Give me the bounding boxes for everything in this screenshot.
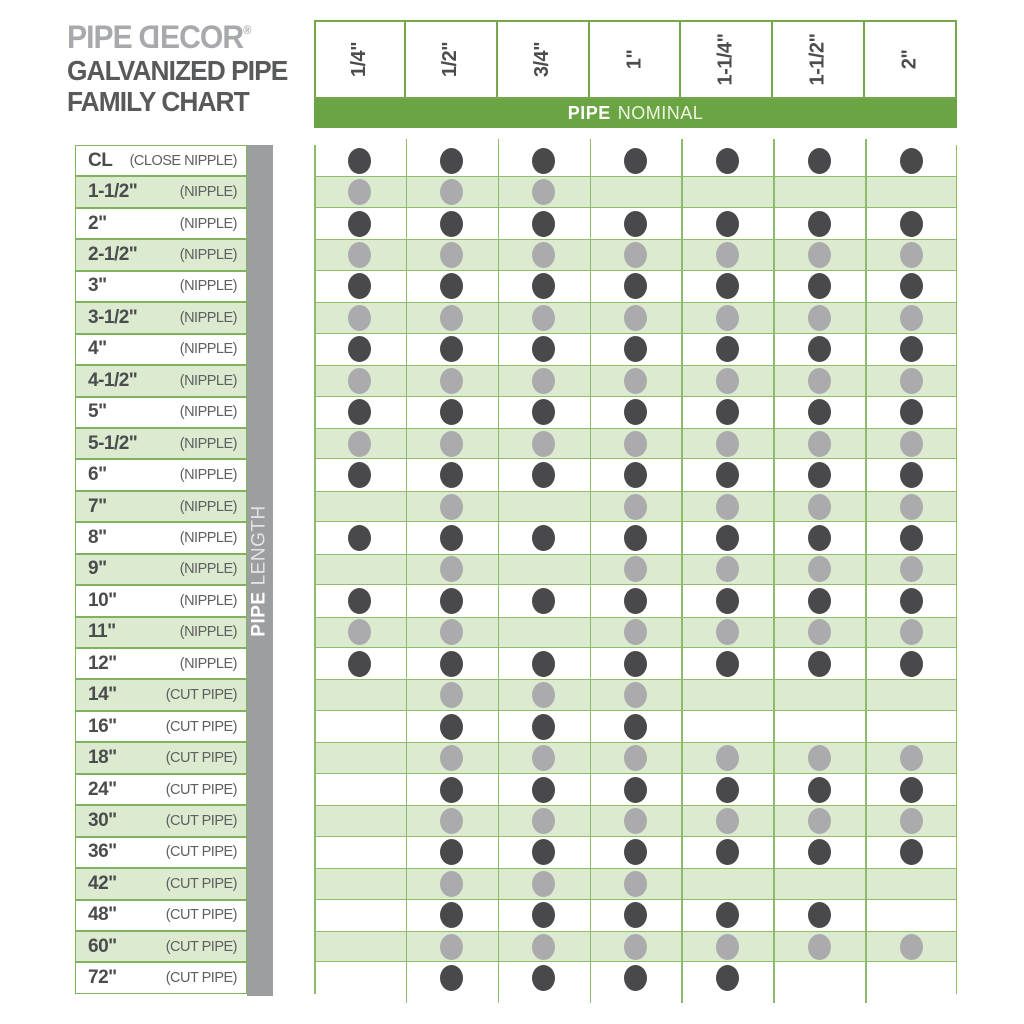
row-length-label: 3-1/2"	[88, 306, 138, 328]
row-length-label: 30"	[88, 809, 117, 831]
availability-dot	[900, 839, 923, 865]
availability-dot	[532, 714, 555, 740]
availability-dot	[440, 714, 463, 740]
row-length-label: 4"	[88, 338, 107, 360]
row-length-label: CL	[88, 149, 113, 171]
brand-text-pre: PIPE	[67, 19, 140, 55]
availability-dot	[808, 305, 831, 331]
row-label-1	[75, 145, 247, 176]
availability-dot	[440, 525, 463, 551]
row-kind-label: (NIPPLE)	[179, 561, 237, 578]
row-kind-label: (NIPPLE)	[179, 278, 237, 295]
availability-dot	[808, 273, 831, 299]
row-kind-label: (CUT PIPE)	[165, 750, 237, 767]
availability-dot	[900, 934, 923, 960]
row-label-12	[75, 491, 247, 522]
row-axis-title-bar	[247, 145, 273, 996]
availability-dot	[900, 148, 923, 174]
availability-dot	[624, 525, 647, 551]
column-axis-title-bold: PIPE	[567, 103, 611, 123]
row-label-9	[75, 397, 247, 428]
availability-dot	[348, 588, 371, 614]
row-length-label: 48"	[88, 904, 117, 926]
row-label-16	[75, 617, 247, 648]
availability-dot	[440, 902, 463, 928]
grid-column-line	[406, 139, 408, 1003]
availability-dot	[808, 462, 831, 488]
availability-dot	[624, 777, 647, 803]
availability-dot	[900, 431, 923, 457]
availability-dot	[624, 368, 647, 394]
availability-dot	[624, 494, 647, 520]
row-kind-label: (NIPPLE)	[179, 309, 237, 326]
registered-mark: ®	[243, 23, 252, 37]
grid-column-line	[590, 139, 592, 1003]
availability-dot	[900, 588, 923, 614]
row-label-7	[75, 334, 247, 365]
availability-dot	[900, 494, 923, 520]
row-kind-label: (CUT PIPE)	[165, 718, 237, 735]
row-label-13	[75, 522, 247, 553]
row-label-14	[75, 554, 247, 585]
availability-dot	[532, 808, 555, 834]
row-label-5	[75, 271, 247, 302]
availability-dot	[624, 808, 647, 834]
grid-column-line	[865, 139, 867, 1003]
availability-dot	[716, 777, 739, 803]
availability-dot	[900, 808, 923, 834]
grid-column-line	[314, 145, 316, 994]
availability-dot	[348, 399, 371, 425]
availability-dot	[716, 965, 739, 991]
availability-dot	[716, 651, 739, 677]
logo-block	[67, 12, 287, 117]
row-length-label: 18"	[88, 747, 117, 769]
availability-dot	[532, 934, 555, 960]
row-kind-label: (NIPPLE)	[179, 247, 237, 264]
availability-dot	[900, 777, 923, 803]
row-label-2	[75, 176, 247, 207]
row-axis-title-bold: PIPE	[249, 590, 271, 637]
availability-dot	[808, 494, 831, 520]
row-length-label: 2-1/2"	[88, 244, 138, 266]
availability-dot	[348, 336, 371, 362]
column-header-3	[496, 20, 590, 99]
availability-dot	[716, 431, 739, 457]
brand-text-post: ECOR	[159, 19, 244, 55]
brand-logo	[67, 12, 287, 55]
row-length-label: 36"	[88, 841, 117, 863]
row-length-label: 5-1/2"	[88, 432, 138, 454]
availability-dot	[900, 211, 923, 237]
column-header-label: 3/4"	[531, 41, 554, 78]
row-length-label: 1-1/2"	[88, 181, 138, 203]
row-kind-label: (NIPPLE)	[179, 498, 237, 515]
row-label-4	[75, 239, 247, 270]
availability-dot	[808, 336, 831, 362]
availability-dot	[440, 399, 463, 425]
availability-dot	[532, 431, 555, 457]
availability-dot	[900, 273, 923, 299]
availability-dot	[532, 399, 555, 425]
availability-dot	[348, 148, 371, 174]
row-length-label: 8"	[88, 526, 107, 548]
row-axis-title-rest: LENGTH	[249, 504, 271, 585]
availability-dot	[900, 399, 923, 425]
availability-dot	[716, 902, 739, 928]
availability-dot	[440, 934, 463, 960]
row-kind-label: (CUT PIPE)	[165, 844, 237, 861]
availability-dot	[808, 211, 831, 237]
availability-dot	[716, 745, 739, 771]
availability-dot	[348, 462, 371, 488]
availability-dot	[808, 619, 831, 645]
availability-dot	[440, 871, 463, 897]
row-label-8	[75, 365, 247, 396]
row-label-11	[75, 459, 247, 490]
row-kind-label: (NIPPLE)	[179, 529, 237, 546]
row-length-label: 10"	[88, 589, 117, 611]
availability-dot	[716, 399, 739, 425]
availability-dot	[808, 368, 831, 394]
availability-dot	[900, 242, 923, 268]
row-length-label: 4-1/2"	[88, 369, 138, 391]
row-kind-label: (NIPPLE)	[179, 184, 237, 201]
availability-dot	[716, 462, 739, 488]
column-header-label: 1"	[622, 49, 645, 70]
row-kind-label: (CUT PIPE)	[165, 781, 237, 798]
availability-dot	[808, 242, 831, 268]
row-length-label: 11"	[88, 621, 116, 643]
row-kind-label: (CUT PIPE)	[165, 938, 237, 955]
row-label-18	[75, 679, 247, 710]
availability-dot	[716, 305, 739, 331]
row-kind-label: (NIPPLE)	[179, 467, 237, 484]
row-label-17	[75, 648, 247, 679]
row-length-label: 3"	[88, 275, 107, 297]
availability-dot	[624, 934, 647, 960]
availability-dot	[808, 745, 831, 771]
row-length-label: 14"	[88, 684, 117, 706]
column-axis-title-bar	[314, 99, 957, 128]
column-header-1	[314, 20, 406, 99]
row-label-20	[75, 742, 247, 773]
availability-dot	[808, 399, 831, 425]
row-label-3	[75, 208, 247, 239]
availability-dot	[532, 525, 555, 551]
row-label-19	[75, 711, 247, 742]
availability-dot	[624, 902, 647, 928]
availability-dot	[716, 148, 739, 174]
row-kind-label: (NIPPLE)	[179, 372, 237, 389]
row-kind-label: (CLOSE NIPPLE)	[129, 152, 237, 169]
grid-green-stripe	[314, 176, 957, 207]
availability-dot	[624, 714, 647, 740]
column-header-label: 1-1/4"	[714, 33, 737, 86]
column-header-label: 1/2"	[439, 41, 462, 78]
row-label-10	[75, 428, 247, 459]
availability-dot	[716, 525, 739, 551]
availability-dot	[900, 619, 923, 645]
availability-dot	[532, 871, 555, 897]
column-header-7	[863, 20, 957, 99]
row-label-22	[75, 805, 247, 836]
row-length-label: 9"	[88, 558, 107, 580]
availability-dot	[532, 462, 555, 488]
availability-dot	[440, 462, 463, 488]
availability-dot	[532, 242, 555, 268]
availability-dot	[808, 651, 831, 677]
grid-column-line	[498, 139, 500, 1003]
column-header-4	[588, 20, 682, 99]
availability-dot	[440, 651, 463, 677]
availability-dot	[440, 148, 463, 174]
row-label-23	[75, 837, 247, 868]
row-kind-label: (CUT PIPE)	[165, 970, 237, 987]
availability-dot	[716, 242, 739, 268]
availability-dot	[900, 305, 923, 331]
availability-dot	[440, 777, 463, 803]
grid-column-line	[773, 139, 775, 1003]
availability-dot	[440, 273, 463, 299]
availability-dot	[624, 588, 647, 614]
availability-dot	[716, 619, 739, 645]
availability-dot	[716, 336, 739, 362]
grid-column-line	[956, 145, 958, 994]
column-header-label: 1-1/2"	[806, 33, 829, 86]
availability-dot	[624, 682, 647, 708]
availability-dot	[624, 745, 647, 771]
availability-dot	[808, 808, 831, 834]
availability-dot	[900, 651, 923, 677]
availability-dot	[440, 336, 463, 362]
availability-dot	[716, 808, 739, 834]
availability-dot	[808, 525, 831, 551]
column-header-label: 1/4"	[348, 41, 371, 78]
row-length-label: 24"	[88, 778, 117, 800]
row-kind-label: (CUT PIPE)	[165, 907, 237, 924]
availability-dot	[348, 273, 371, 299]
availability-dot	[624, 431, 647, 457]
availability-dot	[716, 368, 739, 394]
row-kind-label: (CUT PIPE)	[165, 812, 237, 829]
availability-dot	[532, 777, 555, 803]
availability-dot	[716, 934, 739, 960]
availability-dot	[348, 211, 371, 237]
availability-dot	[624, 305, 647, 331]
row-length-label: 42"	[88, 872, 117, 894]
row-kind-label: (NIPPLE)	[179, 341, 237, 358]
availability-dot	[716, 211, 739, 237]
brand-mirrored-d: D	[139, 19, 160, 55]
availability-dot	[808, 934, 831, 960]
availability-dot	[624, 211, 647, 237]
row-kind-label: (NIPPLE)	[179, 624, 237, 641]
availability-dot	[624, 242, 647, 268]
grid-column-line	[681, 139, 683, 1003]
row-length-label: 16"	[88, 715, 117, 737]
availability-dot	[624, 399, 647, 425]
availability-dot	[808, 777, 831, 803]
availability-dot	[532, 336, 555, 362]
availability-dot	[532, 965, 555, 991]
availability-dot	[440, 368, 463, 394]
row-kind-label: (NIPPLE)	[179, 404, 237, 421]
row-kind-label: (NIPPLE)	[179, 655, 237, 672]
availability-dot	[900, 525, 923, 551]
availability-dot	[440, 211, 463, 237]
availability-dot	[532, 902, 555, 928]
row-label-24	[75, 868, 247, 899]
availability-dot	[348, 651, 371, 677]
availability-dot	[808, 839, 831, 865]
row-kind-label: (CUT PIPE)	[165, 687, 237, 704]
availability-dot	[348, 525, 371, 551]
availability-dot	[716, 494, 739, 520]
row-label-21	[75, 774, 247, 805]
availability-dot	[808, 148, 831, 174]
availability-dot	[440, 588, 463, 614]
row-length-label: 60"	[88, 935, 117, 957]
availability-dot	[624, 148, 647, 174]
row-kind-label: (CUT PIPE)	[165, 875, 237, 892]
availability-dot	[716, 273, 739, 299]
availability-dot	[624, 651, 647, 677]
availability-dot	[532, 148, 555, 174]
availability-dot	[900, 745, 923, 771]
row-label-15	[75, 585, 247, 616]
column-header-2	[404, 20, 498, 99]
availability-dot	[716, 588, 739, 614]
row-length-label: 2"	[88, 212, 107, 234]
availability-dot	[808, 588, 831, 614]
row-length-label: 7"	[88, 495, 107, 517]
availability-dot	[624, 273, 647, 299]
availability-dot	[900, 462, 923, 488]
availability-dot	[624, 336, 647, 362]
availability-dot	[900, 556, 923, 582]
availability-dot	[440, 494, 463, 520]
row-length-label: 6"	[88, 464, 107, 486]
availability-dot	[900, 368, 923, 394]
column-header-5	[679, 20, 773, 99]
row-label-27	[75, 962, 247, 993]
availability-dot	[624, 871, 647, 897]
availability-dot	[624, 462, 647, 488]
row-kind-label: (NIPPLE)	[179, 592, 237, 609]
row-length-label: 12"	[88, 652, 117, 674]
availability-dot	[440, 839, 463, 865]
availability-dot	[716, 839, 739, 865]
availability-dot	[348, 431, 371, 457]
availability-dot	[624, 839, 647, 865]
row-label-25	[75, 900, 247, 931]
row-label-6	[75, 302, 247, 333]
availability-dot	[532, 211, 555, 237]
column-axis-title-rest: NOMINAL	[617, 103, 704, 123]
availability-dot	[532, 651, 555, 677]
availability-dot	[532, 839, 555, 865]
availability-dot	[808, 431, 831, 457]
availability-dot	[900, 336, 923, 362]
availability-dot	[808, 556, 831, 582]
row-length-label: 5"	[88, 401, 107, 423]
availability-dot	[624, 965, 647, 991]
row-kind-label: (NIPPLE)	[179, 215, 237, 232]
availability-dot	[440, 965, 463, 991]
row-axis-title-rotated	[249, 505, 271, 636]
availability-dot	[532, 368, 555, 394]
chart-title-line2: FAMILY CHART	[67, 86, 249, 117]
row-kind-label: (NIPPLE)	[179, 435, 237, 452]
availability-dot	[532, 588, 555, 614]
row-length-label: 72"	[88, 967, 117, 989]
availability-dot	[808, 902, 831, 928]
column-header-6	[771, 20, 865, 99]
chart-title-line1: GALVANIZED PIPE	[67, 55, 288, 86]
row-label-26	[75, 931, 247, 962]
column-header-label: 2"	[898, 49, 921, 70]
availability-dot	[532, 273, 555, 299]
availability-dot	[440, 431, 463, 457]
availability-dot	[532, 305, 555, 331]
